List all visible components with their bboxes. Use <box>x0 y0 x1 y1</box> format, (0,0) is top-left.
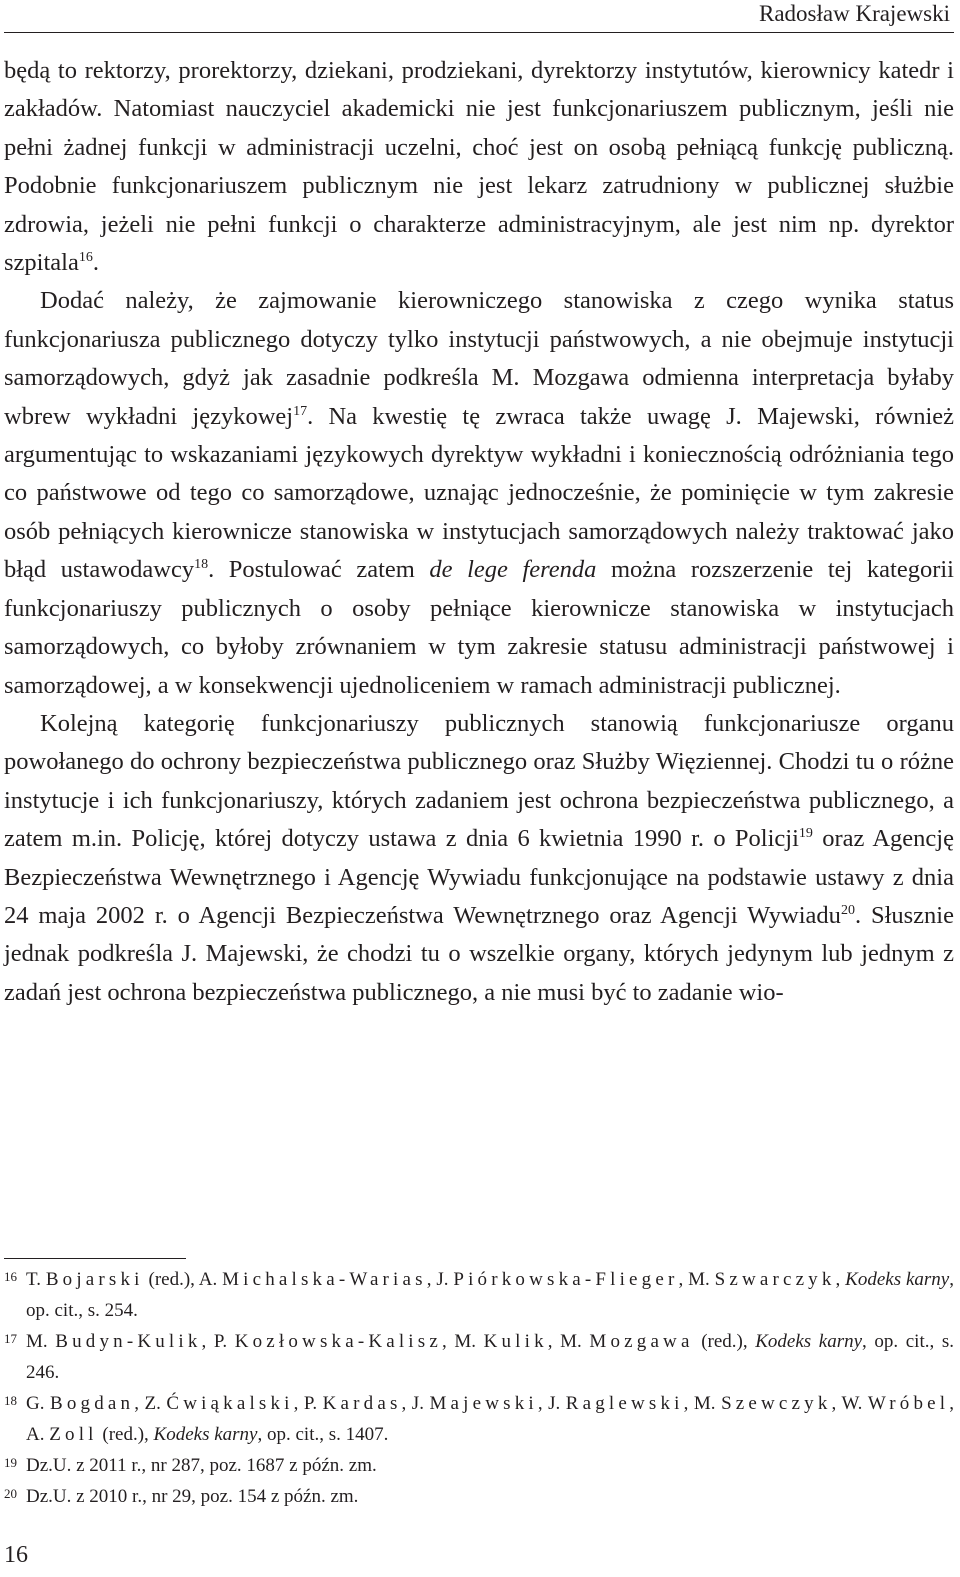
text-run: , op. cit., s. 254. <box>26 1269 954 1321</box>
text-run: M. <box>26 1331 56 1352</box>
text-run: (red.), <box>97 1424 154 1445</box>
text-run: , Z. <box>134 1393 167 1414</box>
text-run: , <box>835 1269 846 1290</box>
text-run: oraz Agencję Bezpieczeństwa Wewnętrznego i Agencję Wywiadu funkcjonujące na podstawie ustawy z dnia 24 maja 2002 r. o Agencji Bezpieczeństwa Wewnętrznego oraz Agencji Wywiadu <box>4 825 954 929</box>
text-run: , M. <box>678 1269 715 1290</box>
footnote-ref-20[interactable]: 20 <box>840 902 855 918</box>
text-run: , M. <box>441 1331 484 1352</box>
footnotes <box>4 1264 954 1512</box>
text-run: . Postulować zatem <box>208 556 430 584</box>
footnote-16 <box>4 1264 954 1326</box>
author-name: Piórkowska-Flieger <box>453 1269 679 1290</box>
text-run: , M. <box>547 1331 590 1352</box>
book-page <box>4 0 954 1577</box>
text-run: , M. <box>683 1393 722 1414</box>
latin-phrase: de lege ferenda <box>429 556 597 584</box>
footnote-17 <box>4 1326 954 1388</box>
author-name: Michalska-Warias <box>222 1269 427 1290</box>
footnote-number: 18 <box>4 1393 17 1408</box>
text-run: Kolejną kategorię funkcjonariuszy publicznych stanowią funkcjonariusze organu powołanego do ochrony bezpieczeństwa publicznego oraz Służby Więziennej. Chodzi tu o różne instytucje i ich funkcjonariuszy, których zadaniem jest ochrona bezpieczeństwa publicznego, a zatem m.in. Policję, której dotyczy ustawa z dnia 6 kwietnia 1990 r. o Policji <box>4 709 954 853</box>
author-name: Raglewski <box>565 1393 684 1414</box>
work-title: Kodeks karny <box>755 1331 863 1352</box>
footnote-19 <box>4 1450 954 1481</box>
text-run: G. <box>26 1393 50 1414</box>
text-run: , J. <box>426 1269 454 1290</box>
paragraph-3 <box>4 705 954 1012</box>
header-rule <box>4 32 954 33</box>
author-name: Szewczyk <box>721 1393 832 1414</box>
text-run: można rozszerzenie tej kategorii funkcjonariuszy publicznych o osoby pełniące kierownicze stanowiska w instytucjach samorządowych, co byłoby zrównaniem w tym zakresie statusu administracji państwowej i samorządowej, a w konsekwencji ujednoliceniem w ramach administracji publicznej. <box>4 556 954 699</box>
text-run: , P. <box>293 1393 323 1414</box>
author-name: Zoll <box>49 1424 98 1445</box>
footnote-number: 16 <box>4 1269 17 1284</box>
text-run: . <box>92 249 99 277</box>
text-run: będą to rektorzy, prorektorzy, dziekani, prodziekani, dyrektorzy instytutów, kierownicy katedr i zakładów. Natomiast nauczyciel akademicki nie jest funkcjonariuszem publicznym, jeśli nie pełni żadnej funkcji w administracji uczelni, choć jest on osobą pełniącą funkcję publiczną. Podobnie funkcjonariuszem publicznym nie jest lekarz zatrudniony w publicznej służbie zdrowia, jeżeli nie pełni funkcji o charakterze administracyjnym, ale jest nim np. dyrektor szpitala <box>4 57 954 277</box>
footnote-text: Dz.U. z 2011 r., nr 287, poz. 1687 z późn. zm. <box>26 1455 377 1476</box>
text-run: Dodać należy, że zajmowanie kierowniczego stanowiska z czego wynika status funkcjonariusza publicznego dotyczy tylko instytucji państwowych, a nie obejmuje instytucji samorządowych, gdyż jak zasadnie podkreśla M. Mozgawa odmienna interpretacja byłaby wbrew wykładni językowej <box>4 287 954 430</box>
footnote-text: Dz.U. z 2010 r., nr 29, poz. 154 z późn. zm. <box>26 1486 359 1507</box>
footnote-18 <box>4 1388 954 1450</box>
page-number: 16 <box>4 1542 28 1568</box>
text-run: (red.), <box>693 1331 756 1352</box>
paragraph-2 <box>4 282 954 704</box>
text-run: (red.), A. <box>143 1269 223 1290</box>
running-header-author: Radosław Krajewski <box>759 1 950 26</box>
author-name: Mozgawa <box>589 1331 694 1352</box>
author-name: Bogdan <box>50 1393 135 1414</box>
body-text <box>4 52 954 1012</box>
footnote-ref-16[interactable]: 16 <box>78 249 93 265</box>
author-name: Wróbel <box>867 1393 950 1414</box>
author-name: Bojarski <box>45 1269 144 1290</box>
text-run: . Słusznie jednak podkreśla J. Majewski, że chodzi tu o wszelkie organy, których jedynym lub jednym z zadań jest ochrona bezpieczeństwa publicznego, a nie musi być to zadanie wio- <box>4 901 954 1006</box>
author-name: Ćwiąkalski <box>166 1393 294 1414</box>
footnote-20 <box>4 1481 954 1512</box>
author-name: Kardas <box>322 1393 402 1414</box>
text-run: , W. <box>831 1393 868 1414</box>
footnote-number: 20 <box>4 1486 17 1501</box>
text-run: , op. cit., s. 246. <box>26 1331 954 1383</box>
text-run: , P. <box>201 1331 235 1352</box>
text-run: T. <box>26 1269 46 1290</box>
footnote-ref-18[interactable]: 18 <box>194 557 209 573</box>
footnote-rule <box>4 1258 186 1259</box>
text-run: , J. <box>401 1393 430 1414</box>
author-name: Kulik <box>483 1331 548 1352</box>
footnote-number: 19 <box>4 1455 17 1470</box>
author-name: Kozłowska-Kalisz <box>234 1331 442 1352</box>
work-title: Kodeks karny <box>845 1269 950 1290</box>
author-name: Budyn-Kulik <box>55 1331 202 1352</box>
footnote-number: 17 <box>4 1331 17 1346</box>
footnote-ref-19[interactable]: 19 <box>798 825 813 841</box>
paragraph-1 <box>4 52 954 282</box>
author-name: Majewski <box>429 1393 538 1414</box>
text-run: . Na kwestię tę zwraca także uwagę J. Majewski, również argumentując to wskazaniami językowych dyrektyw wykładni i koniecznością odróżniania tego co państwowe od tego co samorządowe, uznając jednocześnie, że pominięcie w tym zakresie osób pełniących kierownicze stanowiska w instytucjach samorządowych należy traktować jako błąd ustawodawcy <box>4 402 955 584</box>
author-name: Szwarczyk <box>714 1269 836 1290</box>
footnote-ref-17[interactable]: 17 <box>293 403 308 419</box>
text-run: , J. <box>537 1393 566 1414</box>
text-run: , op. cit., s. 1407. <box>257 1424 389 1445</box>
text-run: , A. <box>26 1393 954 1445</box>
work-title: Kodeks karny <box>153 1424 258 1445</box>
